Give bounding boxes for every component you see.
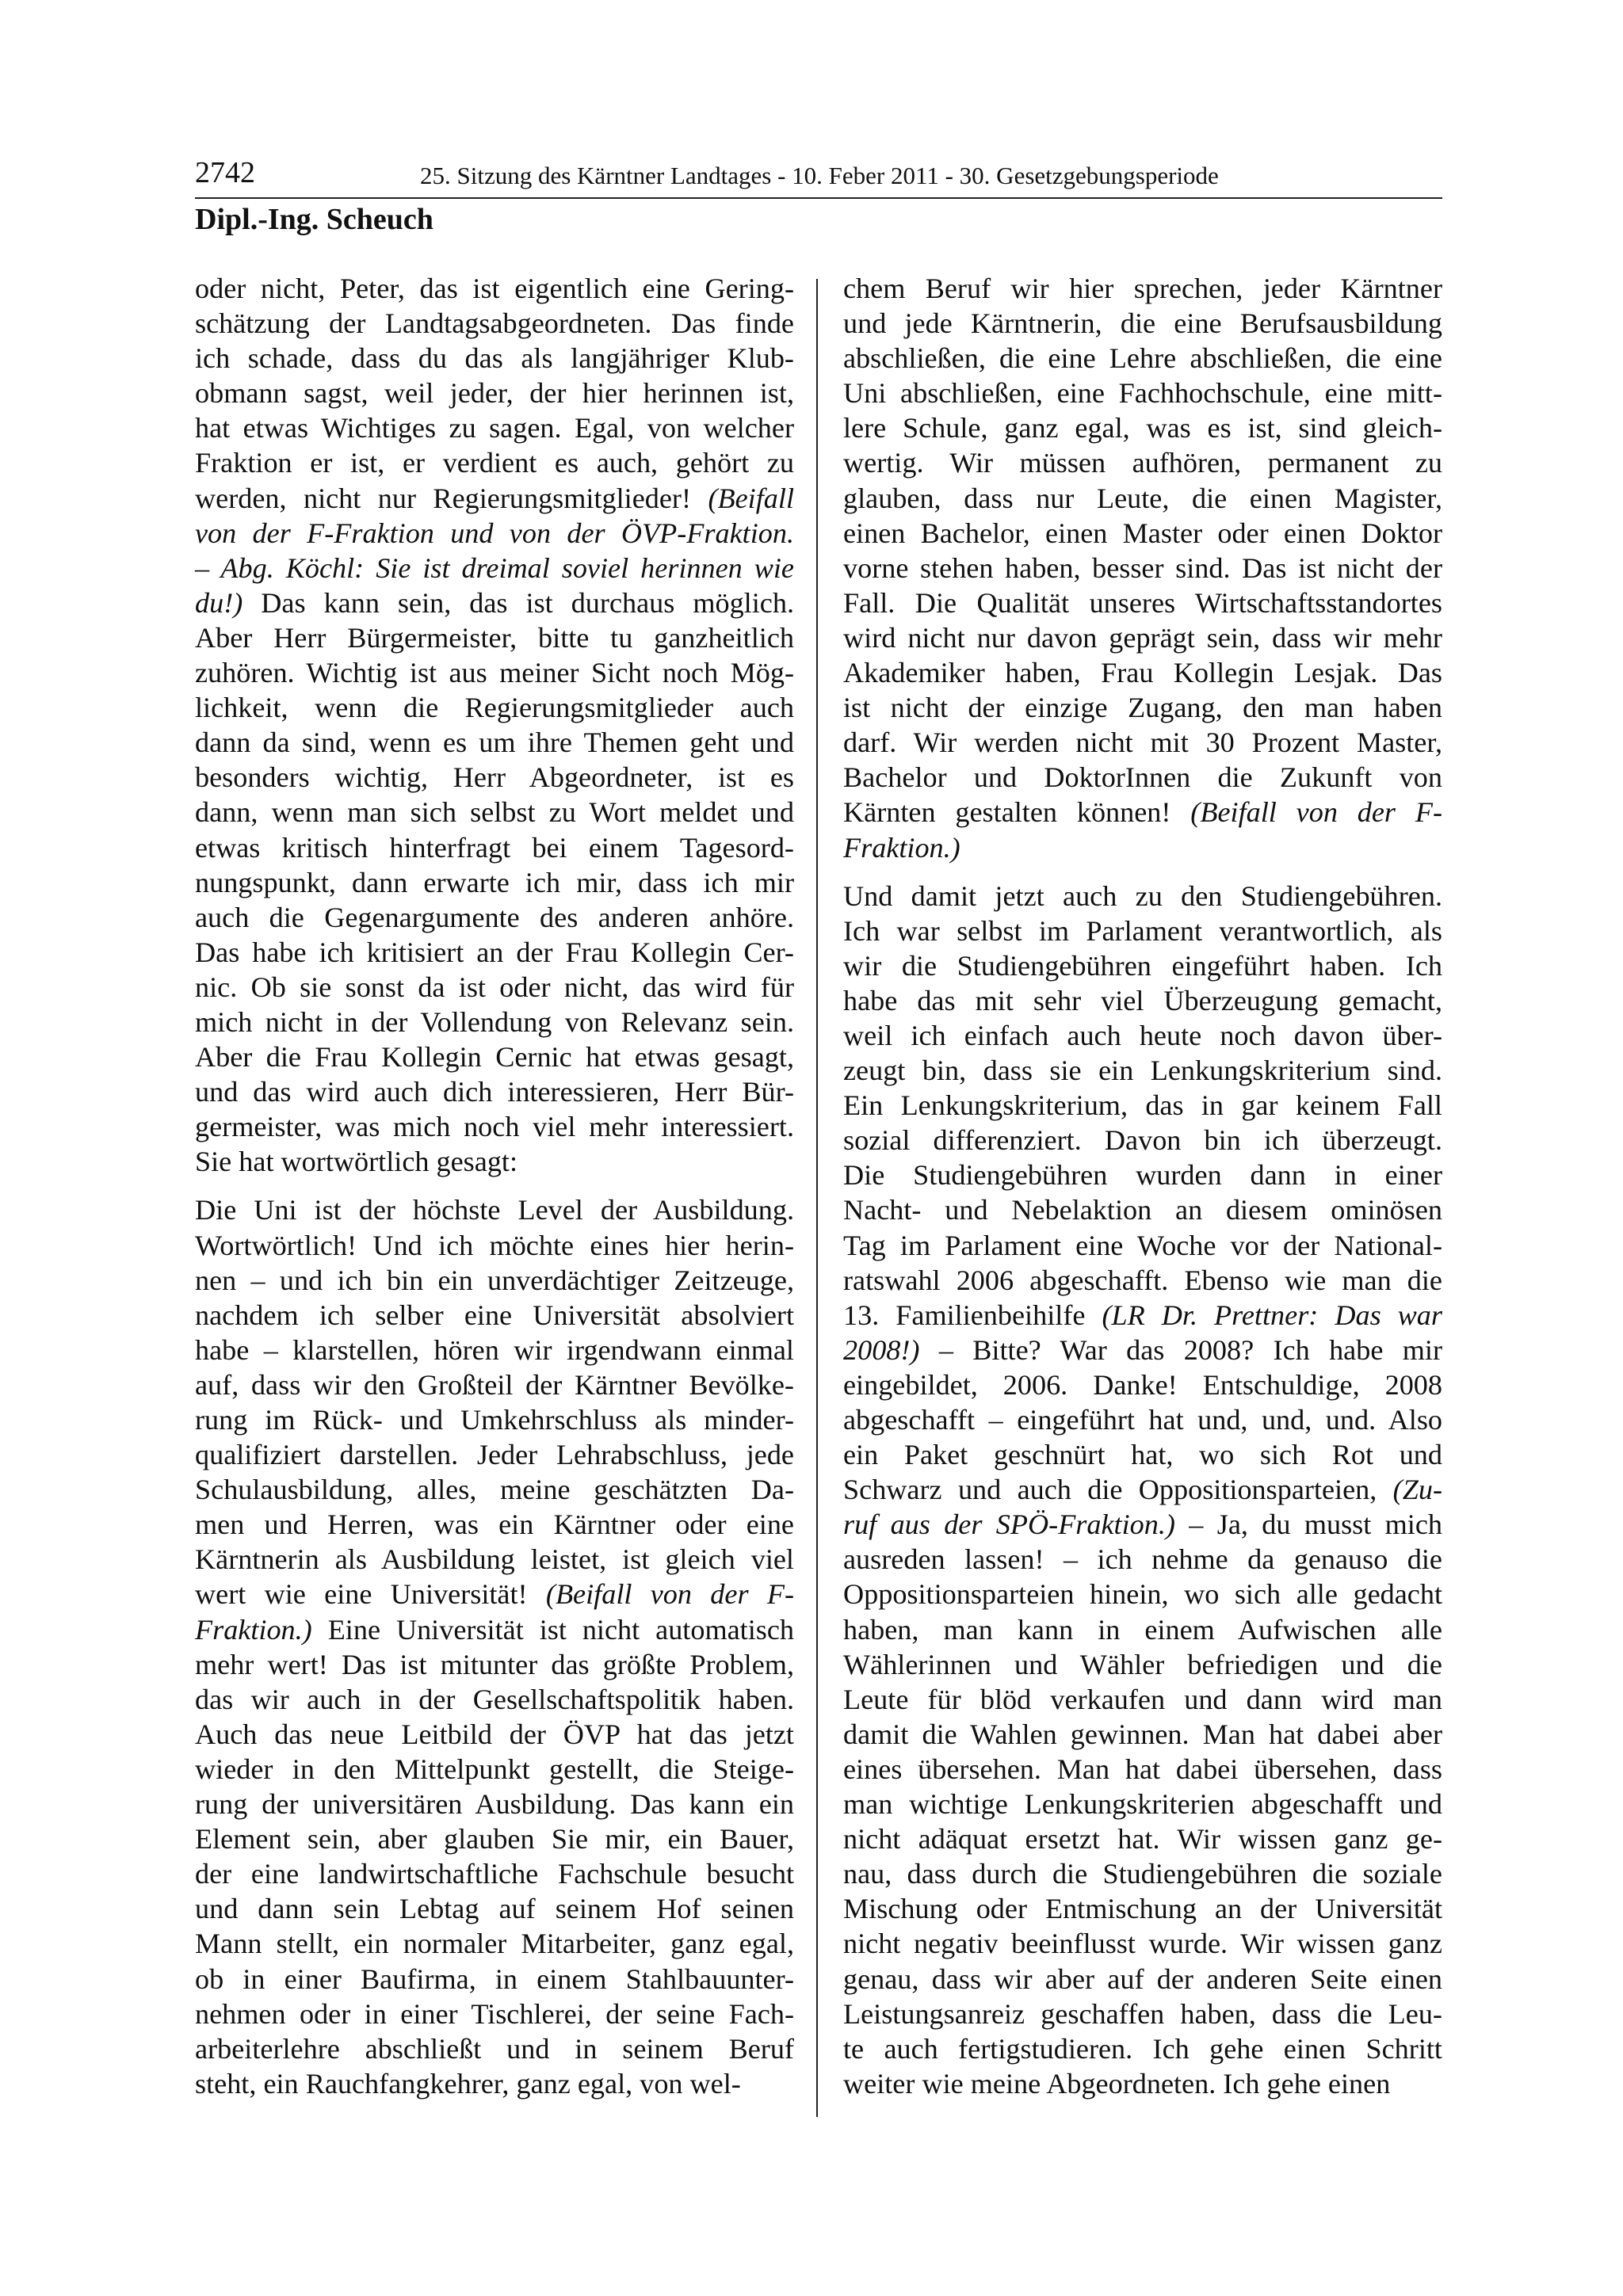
body-text: auch die Gegenargumente des anderen anhöre. bbox=[195, 901, 794, 933]
text-line bbox=[843, 1263, 1442, 1298]
body-text: Das kann sein, das ist durchaus möglich. bbox=[242, 586, 794, 619]
body-text: Nacht- und Nebelaktion an diesem ominösen bbox=[843, 1194, 1442, 1226]
speaker-name: Dipl.-Ing. Scheuch bbox=[195, 203, 433, 236]
text-line bbox=[195, 306, 794, 341]
text-line bbox=[843, 1647, 1442, 1682]
text-line bbox=[843, 551, 1442, 585]
text-line bbox=[195, 1682, 794, 1717]
body-text: Das habe ich kritisiert an der Frau Kollegin Cer- bbox=[195, 936, 794, 968]
body-text: dann da sind, wenn es um ihre Themen geht und bbox=[195, 727, 794, 759]
text-line bbox=[843, 1926, 1442, 1961]
body-text: glauben, dass nur Leute, die einen Magister, bbox=[843, 482, 1442, 514]
text-line bbox=[843, 655, 1442, 690]
text-line bbox=[843, 830, 1442, 865]
text-line bbox=[843, 725, 1442, 760]
body-text: nicht negativ beeinflusst wurde. Wir wissen ganz bbox=[843, 1928, 1442, 1960]
left-column bbox=[195, 271, 794, 2101]
body-text: wert wie eine Universität! bbox=[195, 1578, 546, 1611]
text-line bbox=[843, 1228, 1442, 1263]
text-line bbox=[843, 1053, 1442, 1088]
interjection-text: von der F-Fraktion und von der ÖVP-Fraktion. bbox=[195, 517, 794, 549]
text-line bbox=[195, 830, 794, 865]
body-text: nachdem ich selber eine Universität absolviert bbox=[195, 1299, 794, 1331]
body-text: wird nicht nur davon geprägt sein, dass wir mehr bbox=[843, 621, 1442, 654]
body-text: wertig. Wir müssen aufhören, permanent zu bbox=[843, 447, 1442, 479]
body-text: weiter wie meine Abgeordneten. Ich gehe einen bbox=[843, 2067, 1391, 2100]
body-text: arbeiterlehre abschließt und in seinem Beruf bbox=[195, 2032, 794, 2065]
body-text: Schulausbildung, alles, meine geschätzten Da- bbox=[195, 1474, 794, 1506]
body-text: damit die Wahlen gewinnen. Man hat dabei aber bbox=[843, 1718, 1442, 1750]
interjection-text: Fraktion.) bbox=[195, 1613, 312, 1646]
column-divider bbox=[816, 279, 818, 2117]
text-line bbox=[195, 1298, 794, 1333]
body-text: zeugt bin, dass sie ein Lenkungskriterium sind. bbox=[843, 1055, 1442, 1087]
body-text: habe das mit sehr viel Überzeugung gemacht, bbox=[843, 984, 1442, 1016]
text-line bbox=[843, 1821, 1442, 1856]
body-text: – Ja, du musst mich bbox=[1174, 1508, 1443, 1541]
body-text: Leute für blöd verkaufen und dann wird man bbox=[843, 1683, 1442, 1715]
text-line bbox=[843, 1402, 1442, 1437]
body-text: auf, dass wir den Großteil der Kärntner Bevölke- bbox=[195, 1368, 794, 1401]
text-line bbox=[843, 1018, 1442, 1053]
text-line bbox=[195, 1263, 794, 1298]
body-text: Ein Lenkungskriterium, das in gar keinem Fall bbox=[843, 1089, 1442, 1122]
body-text: Fall. Die Qualität unseres Wirtschaftsstandortes bbox=[843, 586, 1442, 619]
text-line bbox=[843, 760, 1442, 795]
text-line bbox=[195, 1997, 794, 2031]
body-text: ob in einer Baufirma, in einem Stahlbauunter- bbox=[195, 1962, 794, 1995]
body-text: steht, ein Rauchfangkehrer, ganz egal, von wel- bbox=[195, 2067, 741, 2100]
text-line bbox=[195, 655, 794, 690]
body-text: der eine landwirtschaftliche Fachschule besucht bbox=[195, 1858, 794, 1890]
text-line bbox=[843, 2066, 1442, 2101]
text-line bbox=[195, 1752, 794, 1787]
text-line bbox=[843, 1472, 1442, 1507]
text-line bbox=[195, 1717, 794, 1752]
text-line bbox=[195, 410, 794, 445]
text-line bbox=[195, 341, 794, 376]
body-text: vorne stehen haben, besser sind. Das ist nicht der bbox=[843, 551, 1442, 584]
interjection-text: – Abg. Köchl: Sie ist dreimal soviel herinnen wie bbox=[195, 551, 794, 584]
text-line bbox=[843, 410, 1442, 445]
text-line bbox=[195, 1333, 794, 1367]
body-text: ausreden lassen! – ich nehme da genauso die bbox=[843, 1543, 1442, 1576]
body-text: lere Schule, ganz egal, was es ist, sind gleich- bbox=[843, 412, 1442, 444]
text-line bbox=[843, 1577, 1442, 1611]
text-line bbox=[195, 970, 794, 1005]
header-rule bbox=[195, 197, 1442, 199]
body-text: oder nicht, Peter, das ist eigentlich eine Gering- bbox=[195, 273, 794, 304]
body-text: Aber die Frau Kollegin Cernic hat etwas gesagt, bbox=[195, 1041, 794, 1074]
text-line bbox=[843, 585, 1442, 620]
body-text: obmann sagst, weil jeder, der hier herinnen ist, bbox=[195, 377, 794, 410]
interjection-text: (LR Dr. Prettner: Das war bbox=[1102, 1299, 1442, 1331]
text-line bbox=[843, 1158, 1442, 1192]
body-text: Die Uni ist der höchste Level der Ausbildung. bbox=[195, 1194, 794, 1226]
text-line bbox=[195, 445, 794, 480]
text-line bbox=[195, 1005, 794, 1039]
body-text: – Bitte? War das 2008? Ich habe mir bbox=[919, 1333, 1442, 1366]
text-line bbox=[195, 690, 794, 725]
body-text: wieder in den Mittelpunkt gestellt, die Steige- bbox=[195, 1753, 794, 1785]
paragraph-gap bbox=[843, 865, 1442, 879]
body-text: Eine Universität ist nicht automatisch bbox=[311, 1613, 794, 1646]
text-line bbox=[195, 1228, 794, 1263]
text-line bbox=[843, 376, 1442, 410]
body-text: te auch fertigstudieren. Ich gehe einen Schritt bbox=[843, 2032, 1442, 2065]
text-line bbox=[195, 1612, 794, 1647]
body-text: germeister, was mich noch viel mehr interessiert. bbox=[195, 1111, 794, 1143]
body-text: das wir auch in der Gesellschaftspolitik haben. bbox=[195, 1683, 794, 1715]
text-line bbox=[843, 1891, 1442, 1926]
text-line bbox=[843, 2031, 1442, 2066]
running-title: 25. Sitzung des Kärntner Landtages - 10. Feber 2011 - 30. Gesetzgebungsperiode bbox=[420, 162, 1219, 189]
text-line bbox=[843, 1717, 1442, 1752]
body-text: zuhören. Wichtig ist aus meiner Sicht noch Mög- bbox=[195, 657, 794, 689]
body-text: Aber Herr Bürgermeister, bitte tu ganzheitlich bbox=[195, 621, 794, 654]
text-line bbox=[843, 983, 1442, 1018]
text-line bbox=[843, 1088, 1442, 1123]
text-line bbox=[843, 620, 1442, 655]
text-line bbox=[843, 1192, 1442, 1227]
body-text: eingebildet, 2006. Danke! Entschuldige, 2008 bbox=[843, 1368, 1442, 1401]
body-text: Wählerinnen und Wähler befriedigen und die bbox=[843, 1648, 1442, 1680]
text-line bbox=[195, 271, 794, 306]
text-line bbox=[843, 1962, 1442, 1997]
text-line bbox=[843, 913, 1442, 948]
body-text: abschließen, die eine Lehre abschließen, die eine bbox=[843, 342, 1442, 375]
body-text: abgeschafft – eingeführt hat und, und, und. Also bbox=[843, 1404, 1442, 1436]
body-text: hat etwas Wichtiges zu sagen. Egal, von welcher bbox=[195, 412, 794, 444]
text-line bbox=[195, 760, 794, 795]
right-column bbox=[843, 271, 1442, 2101]
page-number: 2742 bbox=[195, 156, 255, 189]
body-text: Tag im Parlament eine Woche vor der National- bbox=[843, 1229, 1442, 1261]
text-line bbox=[195, 1472, 794, 1507]
body-text: eines übersehen. Man hat dabei übersehen, dass bbox=[843, 1753, 1442, 1785]
body-text: Fraktion er ist, er verdient es auch, gehört zu bbox=[195, 447, 794, 479]
text-line bbox=[843, 1856, 1442, 1891]
body-text: Oppositionsparteien hinein, wo sich alle gedacht bbox=[843, 1578, 1442, 1611]
body-text: einen Bachelor, einen Master oder einen Doktor bbox=[843, 517, 1442, 549]
interjection-text: (Beifall von der F- bbox=[1190, 796, 1443, 829]
body-text: weil ich einfach auch heute noch davon über- bbox=[843, 1019, 1442, 1051]
text-line bbox=[195, 1402, 794, 1437]
body-text: Ich war selbst im Parlament verantwortlich, als bbox=[843, 914, 1442, 947]
text-line bbox=[195, 551, 794, 585]
text-line bbox=[843, 271, 1442, 306]
body-text: Wortwörtlich! Und ich möchte eines hier herin- bbox=[195, 1229, 794, 1261]
text-line bbox=[195, 481, 794, 516]
text-line bbox=[843, 1997, 1442, 2031]
body-text: nau, dass durch die Studiengebühren die soziale bbox=[843, 1858, 1442, 1890]
text-line bbox=[195, 795, 794, 830]
body-text: Kärntnerin als Ausbildung leistet, ist gleich viel bbox=[195, 1543, 794, 1576]
interjection-text: Fraktion.) bbox=[843, 831, 960, 864]
interjection-text: ruf aus der SPÖ-Fraktion.) bbox=[843, 1508, 1175, 1541]
body-text: haben, man kann in einem Aufwischen alle bbox=[843, 1613, 1442, 1646]
body-text: werden, nicht nur Regierungsmitglieder! bbox=[195, 482, 708, 514]
body-text: wir die Studiengebühren eingeführt haben. Ich bbox=[843, 949, 1442, 982]
body-text: besonders wichtig, Herr Abgeordneter, ist es bbox=[195, 761, 794, 794]
text-line bbox=[195, 1437, 794, 1472]
text-line bbox=[843, 795, 1442, 830]
text-line bbox=[195, 865, 794, 900]
text-line bbox=[843, 948, 1442, 983]
body-text: Element sein, aber glauben Sie mir, ein Bauer, bbox=[195, 1823, 794, 1855]
text-line bbox=[195, 620, 794, 655]
text-line bbox=[195, 1542, 794, 1577]
text-line bbox=[195, 1367, 794, 1402]
text-line bbox=[843, 341, 1442, 376]
text-line bbox=[195, 585, 794, 620]
body-text: mich nicht in der Vollendung von Relevanz sein. bbox=[195, 1005, 794, 1038]
text-line bbox=[843, 879, 1442, 913]
body-text: 13. Familienbeihilfe bbox=[843, 1299, 1102, 1331]
text-line bbox=[195, 1926, 794, 1961]
text-line bbox=[843, 1123, 1442, 1158]
body-text: ein Paket geschnürt hat, wo sich Rot und bbox=[843, 1439, 1442, 1471]
body-text: Mann stellt, ein normaler Mitarbeiter, ganz egal, bbox=[195, 1928, 794, 1960]
text-line bbox=[843, 445, 1442, 480]
text-line bbox=[843, 1507, 1442, 1542]
body-text: schätzung der Landtagsabgeordneten. Das finde bbox=[195, 307, 794, 340]
body-text: ratswahl 2006 abgeschafft. Ebenso wie man die bbox=[843, 1264, 1442, 1296]
text-line bbox=[195, 1192, 794, 1227]
text-line bbox=[195, 376, 794, 410]
text-line bbox=[843, 481, 1442, 516]
text-line bbox=[195, 935, 794, 970]
body-text: ist nicht der einzige Zugang, den man haben bbox=[843, 692, 1442, 724]
body-text: Und damit jetzt auch zu den Studiengebühren. bbox=[843, 879, 1442, 912]
body-text: habe – klarstellen, hören wir irgendwann einmal bbox=[195, 1333, 794, 1366]
text-line bbox=[195, 1821, 794, 1856]
body-text: nicht adäquat ersetzt hat. Wir wissen ganz ge- bbox=[843, 1823, 1442, 1855]
text-line bbox=[195, 1891, 794, 1926]
body-text: Die Studiengebühren wurden dann in einer bbox=[843, 1159, 1442, 1192]
text-line bbox=[195, 1787, 794, 1821]
text-line bbox=[195, 1647, 794, 1682]
text-line bbox=[843, 306, 1442, 341]
body-text: Bachelor und DoktorInnen die Zukunft von bbox=[843, 761, 1442, 794]
body-text: men und Herren, was ein Kärntner oder eine bbox=[195, 1508, 794, 1541]
interjection-text: (Beifall von der F- bbox=[545, 1578, 795, 1611]
text-line bbox=[843, 1333, 1442, 1367]
body-text: Kärnten gestalten können! bbox=[843, 796, 1191, 829]
body-text: Mischung oder Entmischung an der Universität bbox=[843, 1893, 1442, 1925]
text-line bbox=[195, 516, 794, 551]
body-text: etwas kritisch hinterfragt bei einem Tagesord- bbox=[195, 831, 794, 864]
body-text: und jede Kärntnerin, die eine Berufsausbildung bbox=[843, 307, 1442, 340]
interjection-text: (Zu- bbox=[1392, 1474, 1442, 1506]
body-text: rung im Rück- und Umkehrschluss als minder- bbox=[195, 1404, 794, 1436]
body-text: qualifiziert darstellen. Jeder Lehrabschluss, jede bbox=[195, 1439, 794, 1471]
text-line bbox=[843, 1298, 1442, 1333]
body-text: Auch das neue Leitbild der ÖVP hat das jetzt bbox=[195, 1718, 794, 1750]
body-text: dann, wenn man sich selbst zu Wort meldet und bbox=[195, 796, 794, 829]
text-line bbox=[195, 2066, 794, 2101]
text-line bbox=[195, 1507, 794, 1542]
body-text: Leistungsanreiz geschaffen haben, dass die Leu- bbox=[843, 1997, 1442, 2030]
body-text: nen – und ich bin ein unverdächtiger Zeitzeuge, bbox=[195, 1264, 794, 1296]
interjection-text: du!) bbox=[195, 586, 243, 619]
text-line bbox=[195, 1577, 794, 1611]
text-line bbox=[843, 690, 1442, 725]
body-text: nungspunkt, dann erwarte ich mir, dass ich mir bbox=[195, 866, 794, 898]
body-text: Akademiker haben, Frau Kollegin Lesjak. Das bbox=[843, 657, 1442, 689]
text-line bbox=[843, 516, 1442, 551]
text-line bbox=[195, 725, 794, 760]
body-text: und dann sein Lebtag auf seinem Hof seinen bbox=[195, 1893, 794, 1925]
body-text: sozial differenziert. Davon bin ich überzeugt. bbox=[843, 1124, 1442, 1157]
text-line bbox=[843, 1752, 1442, 1787]
body-text: nic. Ob sie sonst da ist oder nicht, das wird für bbox=[195, 971, 794, 1003]
body-text: darf. Wir werden nicht mit 30 Prozent Master, bbox=[843, 727, 1442, 759]
body-text: Sie hat wortwörtlich gesagt: bbox=[195, 1146, 518, 1178]
text-line bbox=[195, 2031, 794, 2066]
interjection-text: (Beifall bbox=[708, 482, 794, 514]
text-line bbox=[195, 1962, 794, 1997]
body-text: und das wird auch dich interessieren, Herr Bür- bbox=[195, 1076, 794, 1108]
body-text: Schwarz und auch die Oppositionsparteien, bbox=[843, 1474, 1393, 1506]
text-line bbox=[195, 1144, 794, 1179]
text-line bbox=[843, 1367, 1442, 1402]
body-text: mehr wert! Das ist mitunter das größte Problem, bbox=[195, 1648, 794, 1680]
text-line bbox=[195, 1074, 794, 1109]
interjection-text: 2008!) bbox=[843, 1333, 920, 1366]
body-text: ich schade, dass du das als langjähriger Klub- bbox=[195, 342, 794, 375]
text-line bbox=[843, 1542, 1442, 1577]
body-text: Uni abschließen, eine Fachhochschule, eine mitt- bbox=[843, 377, 1442, 410]
paragraph-gap bbox=[195, 1179, 794, 1192]
body-text: man wichtige Lenkungskriterien abgeschafft und bbox=[843, 1788, 1442, 1821]
body-text: lichkeit, wenn die Regierungsmitglieder auch bbox=[195, 692, 794, 724]
text-line bbox=[843, 1787, 1442, 1821]
text-line bbox=[843, 1612, 1442, 1647]
body-text: genau, dass wir aber auf der anderen Seite einen bbox=[843, 1962, 1442, 1995]
body-text: rung der universitären Ausbildung. Das kann ein bbox=[195, 1788, 794, 1821]
body-text: chem Beruf wir hier sprechen, jeder Kärntner bbox=[843, 273, 1442, 304]
text-line bbox=[843, 1437, 1442, 1472]
body-text: nehmen oder in einer Tischlerei, der seine Fach- bbox=[195, 1997, 794, 2030]
text-line bbox=[195, 1856, 794, 1891]
text-line bbox=[195, 900, 794, 935]
text-line bbox=[195, 1039, 794, 1074]
text-line bbox=[195, 1109, 794, 1144]
text-line bbox=[843, 1682, 1442, 1717]
